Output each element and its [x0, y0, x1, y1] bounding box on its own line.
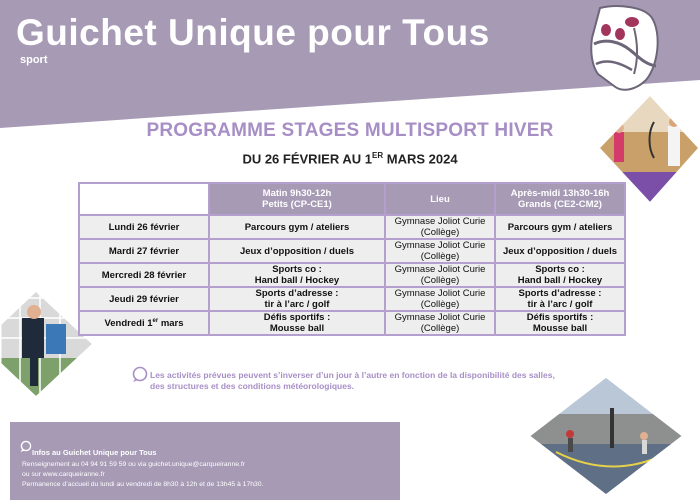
place-cell: Gymnase Joliot Curie (Collège) [385, 263, 495, 287]
program-dates: DU 26 FÉVRIER AU 1ER MARS 2024 [242, 151, 458, 167]
logo-icon [586, 4, 662, 96]
speech-bubble-icon [20, 440, 32, 452]
afternoon-activity-cell: Parcours gym / ateliers [495, 215, 625, 239]
table-header-row [79, 183, 625, 215]
morning-activity-cell: Sports co : Hand ball / Hockey [209, 263, 385, 287]
header-corner-cell [79, 183, 209, 215]
header-afternoon: Après-midi 13h30-16h Grands (CE2-CM2) [495, 183, 625, 215]
place-cell: Gymnase Joliot Curie (Collège) [385, 311, 495, 335]
morning-activity-cell: Parcours gym / ateliers [209, 215, 385, 239]
info-contact-line: Renseignement au 04 94 91 59 59 ou via guichet.unique@carqueiranne.fr [22, 461, 246, 468]
playground-photo [526, 374, 686, 498]
afternoon-activity-cell: Sports co : Hand ball / Hockey [495, 263, 625, 287]
morning-activity-cell: Jeux d’opposition / duels [209, 239, 385, 263]
header-morning: Matin 9h30-12h Petits (CP-CE1) [209, 183, 385, 215]
afternoon-activity-cell: Défis sportifs : Mousse ball [495, 311, 625, 335]
table-row [79, 215, 625, 239]
info-title: Infos au Guichet Unique pour Tous [32, 448, 157, 457]
schedule-table [78, 182, 626, 336]
page-subtitle: sport [20, 54, 48, 66]
day-cell: Jeudi 29 février [79, 287, 209, 311]
place-cell: Gymnase Joliot Curie (Collège) [385, 287, 495, 311]
table-row [79, 287, 625, 311]
page-title: Guichet Unique pour Tous [16, 12, 490, 53]
info-hours-line: Permanence d’accueil du lundi au vendredi de 8h30 à 12h et de 13h45 à 17h30. [22, 481, 264, 488]
morning-activity-cell: Sports d’adresse : tir à l’arc / golf [209, 287, 385, 311]
program-title: PROGRAMME STAGES MULTISPORT HIVER [146, 120, 554, 141]
day-cell: Mercredi 28 février [79, 263, 209, 287]
table-row [79, 239, 625, 263]
disclaimer-note: Les activités prévues peuvent s’inverser d’un jour à l’autre en fonction de la disponibilité des salles, des structures et des conditions météorologiques. [150, 370, 555, 391]
afternoon-activity-cell: Sports d’adresse : tir à l’arc / golf [495, 287, 625, 311]
table-row [79, 263, 625, 287]
place-cell: Gymnase Joliot Curie (Collège) [385, 215, 495, 239]
header-place: Lieu [385, 183, 495, 215]
speech-bubble-icon [132, 366, 148, 382]
afternoon-activity-cell: Jeux d’opposition / duels [495, 239, 625, 263]
morning-activity-cell: Défis sportifs : Mousse ball [209, 311, 385, 335]
day-cell: Lundi 26 février [79, 215, 209, 239]
info-website-line: ou sur www.carqueiranne.fr [22, 471, 105, 478]
place-cell: Gymnase Joliot Curie (Collège) [385, 239, 495, 263]
day-cell: Mardi 27 février [79, 239, 209, 263]
day-cell: Vendredi 1er mars [79, 311, 209, 335]
table-row [79, 311, 625, 335]
